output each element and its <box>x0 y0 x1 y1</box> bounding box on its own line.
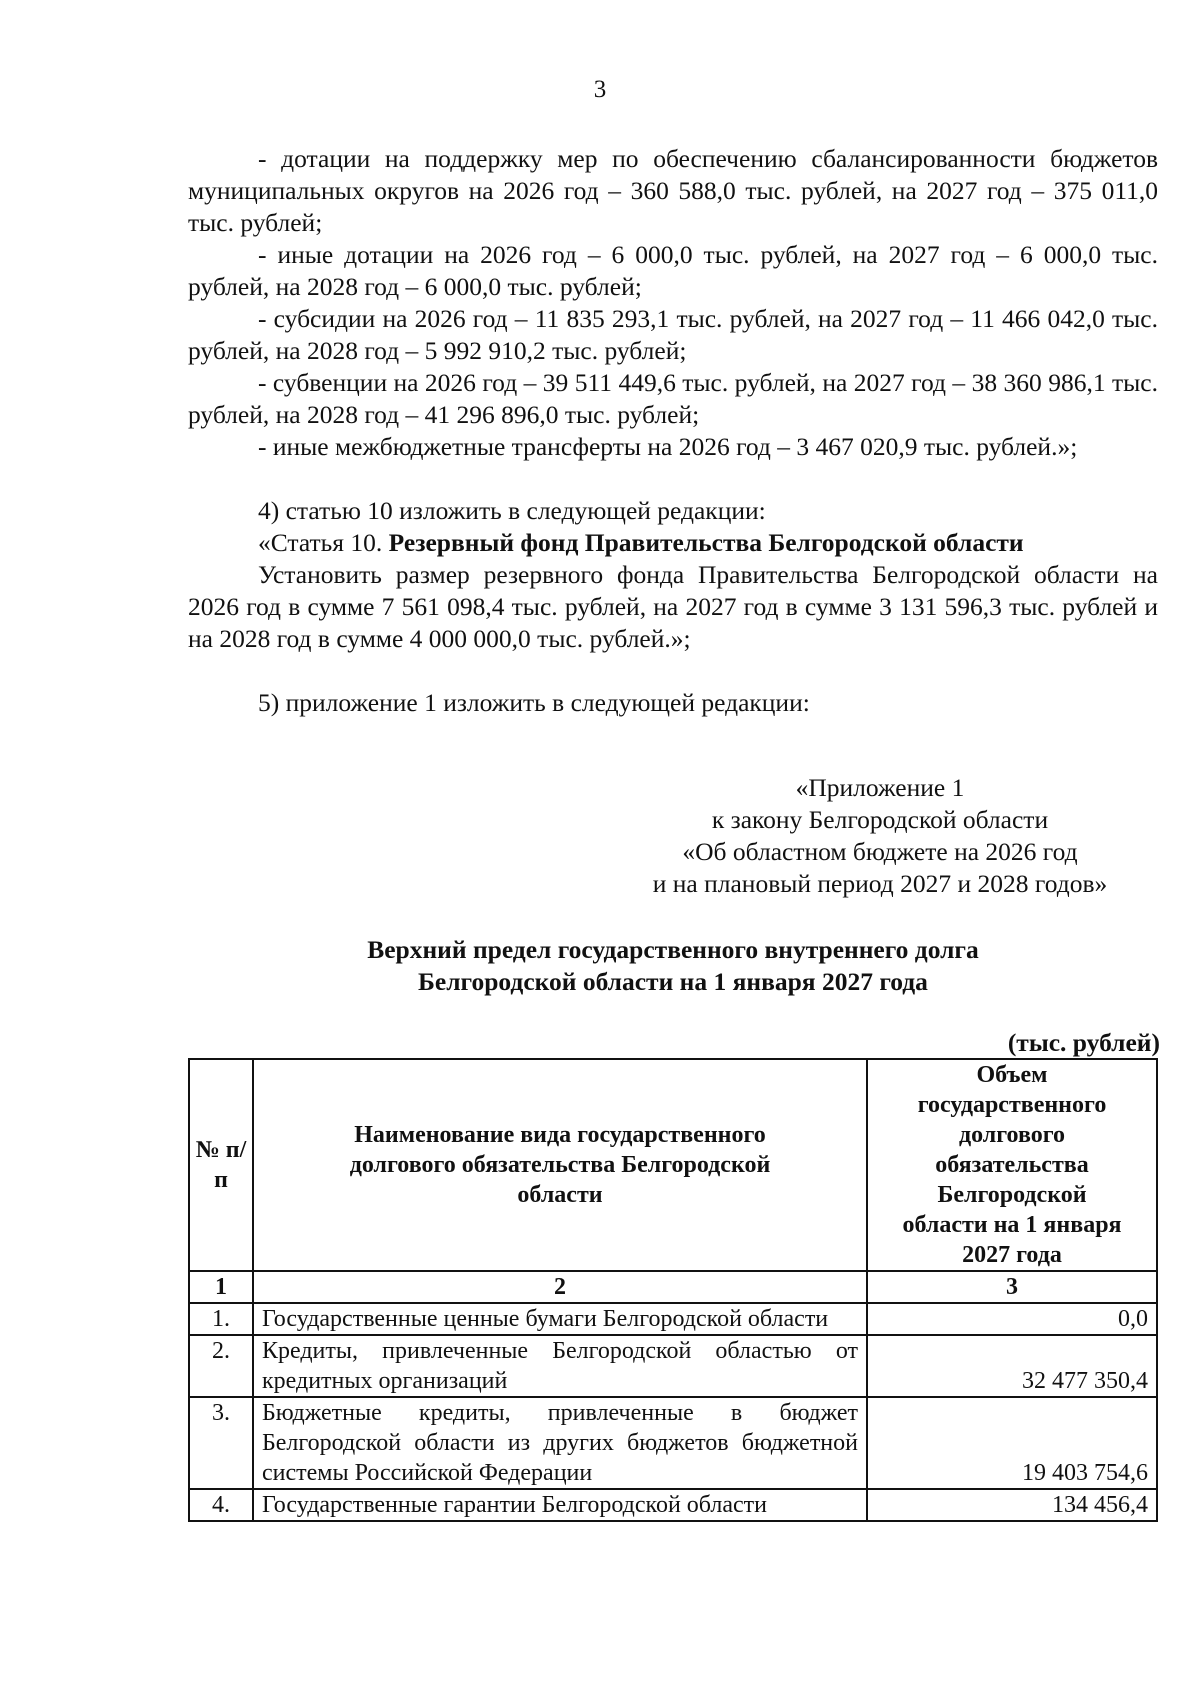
row-name: Кредиты, привлеченные Белгородской областью от кредитных организаций <box>253 1335 867 1397</box>
paragraph-subsidies: - субсидии на 2026 год – 11 835 293,1 тыс. рублей, на 2027 год – 11 466 042,0 тыс. рублей, на 2028 год – 5 992 910,2 тыс. рублей; <box>188 304 1158 365</box>
header-amount: Объем государственного долгового обязательства Белгородской области на 1 января 2027 года <box>867 1059 1157 1271</box>
row-amount: 19 403 754,6 <box>867 1397 1157 1489</box>
row-name: Государственные ценные бумаги Белгородской области <box>253 1303 867 1335</box>
paragraph-reserve-fund: Установить размер резервного фонда Правительства Белгородской области на 2026 год в сумме 7 561 098,4 тыс. рублей, на 2027 год в сумме 3 131 596,3 тыс. рублей и на 2028 год в сумме 4 000 000,0 тыс. рублей.»; <box>188 560 1158 653</box>
row-number: 4. <box>189 1489 253 1521</box>
page-number: 3 <box>593 76 607 103</box>
row-name: Бюджетные кредиты, привлеченные в бюджет Белгородской области из других бюджетов бюджетной системы Российской Федерации <box>253 1397 867 1489</box>
column-number: 2 <box>253 1271 867 1303</box>
units-label: (тыс. рублей) <box>1007 1028 1160 1057</box>
appendix-line-3: «Об областном бюджете на 2026 год <box>682 837 1078 866</box>
row-number: 3. <box>189 1397 253 1489</box>
header-num: № п/п <box>189 1059 253 1271</box>
table-row <box>189 1335 1157 1397</box>
appendix-reference <box>600 772 1160 900</box>
header-name: Наименование вида государственного долгового обязательства Белгородской области <box>253 1059 867 1271</box>
row-name: Государственные гарантии Белгородской области <box>253 1489 867 1521</box>
table-row <box>189 1397 1157 1489</box>
paragraph-article-10-intro: 4) статью 10 изложить в следующей редакции: <box>258 496 766 525</box>
table-row <box>189 1303 1157 1335</box>
row-amount: 0,0 <box>867 1303 1157 1335</box>
column-number: 3 <box>867 1271 1157 1303</box>
article-10-label: «Статья 10. <box>258 528 389 557</box>
article-10-title: Резервный фонд Правительства Белгородской области <box>388 528 1024 557</box>
appendix-line-4: и на плановый период 2027 и 2028 годов» <box>652 869 1108 898</box>
paragraph-article-10-heading <box>188 527 1158 559</box>
row-amount: 134 456,4 <box>867 1489 1157 1521</box>
body-text <box>188 143 1158 719</box>
table-title <box>188 934 1158 998</box>
column-number-row <box>189 1271 1157 1303</box>
table-title-line-2: Белгородской области на 1 января 2027 года <box>418 967 928 996</box>
table-header-row <box>189 1059 1157 1271</box>
paragraph-other-dotations: - иные дотации на 2026 год – 6 000,0 тыс. рублей, на 2027 год – 6 000,0 тыс. рублей, на 2028 год – 6 000,0 тыс. рублей; <box>188 240 1158 301</box>
table-title-line-1: Верхний предел государственного внутреннего долга <box>367 935 979 964</box>
paragraph-dotations: - дотации на поддержку мер по обеспечению сбалансированности бюджетов муниципальных округов на 2026 год – 360 588,0 тыс. рублей, на 2027 год – 375 011,0 тыс. рублей; <box>188 144 1158 237</box>
paragraph-subventions: - субвенции на 2026 год – 39 511 449,6 тыс. рублей, на 2027 год – 38 360 986,1 тыс. рублей, на 2028 год – 41 296 896,0 тыс. рублей; <box>188 368 1158 429</box>
appendix-line-2: к закону Белгородской области <box>711 805 1049 834</box>
row-number: 2. <box>189 1335 253 1397</box>
paragraph-transfers: - иные межбюджетные трансферты на 2026 год – 3 467 020,9 тыс. рублей.»; <box>258 432 1078 461</box>
row-number: 1. <box>189 1303 253 1335</box>
column-number: 1 <box>189 1271 253 1303</box>
appendix-line-1: «Приложение 1 <box>795 773 965 802</box>
debt-table <box>188 1058 1158 1522</box>
table-row <box>189 1489 1157 1521</box>
paragraph-appendix-intro: 5) приложение 1 изложить в следующей редакции: <box>258 688 810 717</box>
row-amount: 32 477 350,4 <box>867 1335 1157 1397</box>
